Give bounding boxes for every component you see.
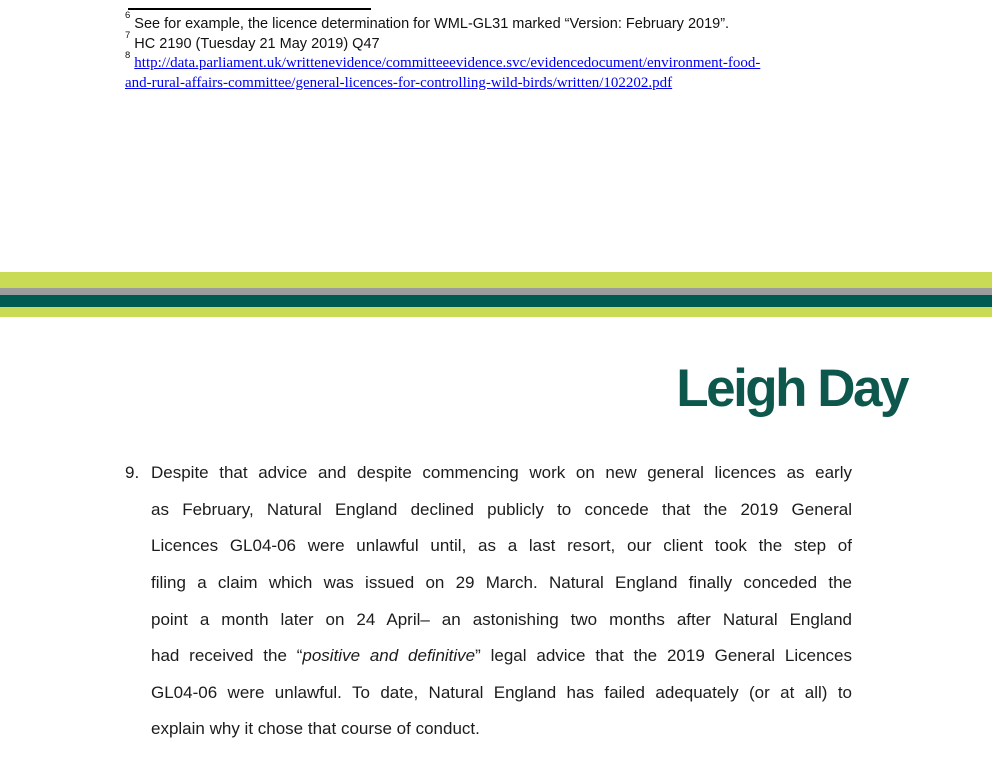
paragraph-line-pre: had received the “: [151, 646, 303, 666]
footnote-marker: 8: [125, 49, 131, 61]
teal-stripe: [0, 295, 992, 307]
paragraph-line-post: ” legal advice that the 2019 General Licences: [475, 646, 852, 666]
body-paragraph: [125, 455, 852, 748]
leigh-day-logo: Leigh Day: [676, 359, 907, 418]
gray-stripe: [0, 288, 992, 295]
footnote-link-102202[interactable]: [125, 55, 760, 91]
footnote-marker: 6: [125, 10, 131, 22]
paragraph-line-italic: positive and definitive: [302, 646, 476, 666]
paragraph-number: 9.: [125, 463, 140, 482]
paragraph-line: filing a claim which was issued on 29 March. Natural England finally conceded the: [151, 572, 852, 592]
lime-stripe: [0, 307, 992, 317]
paragraph-line: point a month later on 24 April– an astonishing two months after Natural England: [151, 609, 852, 629]
footnote-item: [125, 49, 870, 93]
footnotes-section: [125, 10, 870, 94]
paragraph-lines: [151, 455, 852, 748]
paragraph-line: explain why it chose that course of conduct.: [151, 719, 480, 739]
footnote-separator: [128, 8, 371, 10]
footnote-item: [125, 29, 870, 55]
footnote-link-line2: and-rural-affairs-committee/general-licences-for-controlling-wild-birds/written/102202.pdf: [125, 75, 673, 92]
paragraph-line: [151, 638, 852, 675]
paragraph-line: Despite that advice and despite commencing work on new general licences as early: [151, 463, 852, 482]
lime-stripe: [0, 272, 992, 288]
footnote-text: See for example, the licence determination for WML-GL31 marked “Version: February 2019”.: [134, 16, 730, 32]
footnote-item: [125, 10, 870, 35]
brand-stripe-band: [0, 272, 992, 317]
footnote-text: HC 2190 (Tuesday 21 May 2019) Q47: [134, 35, 380, 52]
paragraph-line: as February, Natural England declined publicly to concede that the 2019 General: [151, 499, 852, 519]
paragraph-line: Licences GL04-06 were unlawful until, as a last resort, our client took the step of: [151, 536, 852, 556]
footnote-link-line1: http://data.parliament.uk/writtenevidence/committeeevidence.svc/evidencedocument/environment-food-: [134, 55, 761, 72]
paragraph-line: GL04-06 were unlawful. To date, Natural England has failed adequately (or at all) to: [151, 682, 852, 702]
footnote-marker: 7: [125, 29, 131, 41]
